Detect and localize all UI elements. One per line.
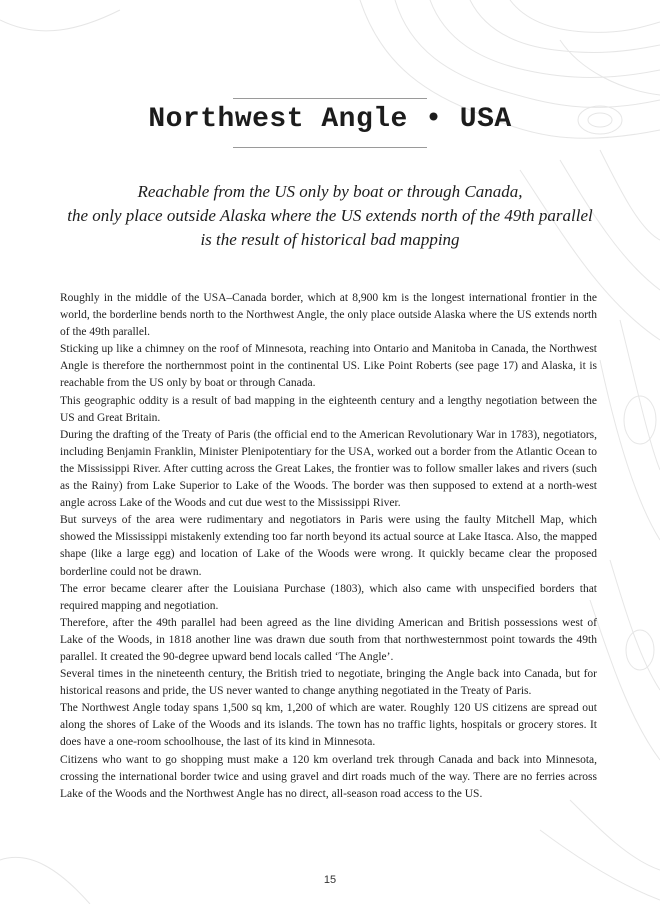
body-paragraph: During the drafting of the Treaty of Paris (the official end to the American Revolutionary War in 1783), negotiators, including Benjamin Franklin, Minister Plenipotentiary for the USA, worked out a border from the Atlantic Ocean to the Mississippi River. After cutting across the Great Lakes, the frontier was to follow smaller lakes and rivers (such as the Rainy) from Lake Superior to Lake of the Woods. The border was then supposed to extend at a north-west angle across Lake of the Woods and cut due west to the Mississippi River.	[60, 428, 597, 510]
title-rule-top	[233, 98, 427, 99]
body-paragraph: Citizens who want to go shopping must make a 120 km overland trek through Canada and back into Minnesota, crossing the international border twice and using gravel and dirt roads much of the way. There are no ferries across Lake of the Woods and the Northwest Angle has no direct, all-season road access to the US.	[60, 753, 597, 800]
subtitle-line: Reachable from the US only by boat or through Canada,	[137, 182, 523, 201]
subtitle-line: is the result of historical bad mapping	[200, 230, 460, 249]
subtitle	[40, 180, 620, 252]
body-paragraph: The Northwest Angle today spans 1,500 sq km, 1,200 of which are water. Roughly 120 US citizens are spread out along the shores of Lake of the Woods and its islands. The town has no traffic lights, hospitals or grocery stores. It does have a one-room schoolhouse, the last of its kind in Minnesota.	[60, 702, 597, 749]
body-paragraph: The error became clearer after the Louisiana Purchase (1803), which also came with unspecified borders that required mapping and negotiation.	[60, 582, 597, 612]
page-title: Northwest Angle • USA	[148, 104, 512, 135]
body-paragraph: But surveys of the area were rudimentary and negotiators in Paris were using the faulty Mitchell Map, which showed the Mississippi mistakenly extending too far north beyond its actual source at Lake Itasca. Also, the mapped shape (like a large egg) and location of Lake of the Woods were wrong. It quickly became clear the proposed borderline could not be drawn.	[60, 514, 597, 578]
page-number: 15	[323, 874, 337, 886]
body-paragraph: Sticking up like a chimney on the roof of Minnesota, reaching into Ontario and Manitoba in Canada, the Northwest Angle is therefore the northernmost point in the continental US. Like Point Roberts (see page 17) and Alaska, it is reachable from the US only by boat or through Canada.	[60, 343, 597, 390]
subtitle-line: the only place outside Alaska where the US extends north of the 49th parallel	[67, 206, 593, 225]
body-paragraph: Therefore, after the 49th parallel had been agreed as the line dividing American and British possessions west of Lake of the Woods, in 1818 another line was drawn due south from that northwesternmost point towards the 49th parallel. It created the 90-degree upward bend locals called ‘The Angle’.	[60, 616, 597, 663]
title-rule-bottom	[233, 147, 427, 148]
article-body	[60, 290, 597, 803]
body-paragraph: Roughly in the middle of the USA–Canada border, which at 8,900 km is the longest international frontier in the world, the borderline bends north to the Northwest Angle, the only place outside Alaska where the US extends north of the 49th parallel.	[60, 292, 597, 339]
body-paragraph: Several times in the nineteenth century, the British tried to negotiate, bringing the Angle back into Canada, but for historical reasons and pride, the US never wanted to change anything negotiated in the Treaty of Paris.	[60, 668, 597, 698]
body-paragraph: This geographic oddity is a result of bad mapping in the eighteenth century and a lengthy negotiation between the US and Great Britain.	[60, 394, 597, 424]
